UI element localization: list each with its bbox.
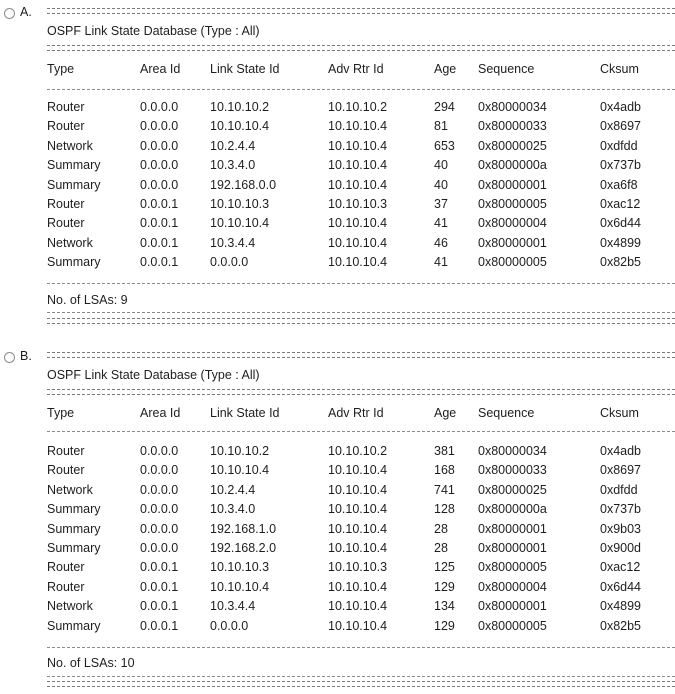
table-row: [0, 578, 675, 597]
cell-type: Router: [47, 560, 85, 575]
cell-area-id: 0.0.0.0: [140, 482, 179, 497]
option-b-label: B.: [20, 349, 32, 363]
cell-cksum: 0x82b5: [600, 618, 642, 633]
cell-link-state-id: 10.3.4.4: [210, 235, 256, 250]
cell-cksum: 0x6d44: [600, 579, 642, 594]
cell-link-state-id: 10.2.4.4: [210, 482, 256, 497]
col-seq-header: Sequence: [478, 62, 535, 76]
double-divider: [47, 681, 675, 687]
col-adv-header: Adv Rtr Id: [328, 62, 384, 76]
cell-cksum: 0xac12: [600, 197, 641, 211]
cell-adv-rtr-id: 10.10.10.4: [328, 119, 388, 134]
cell-cksum: 0x737b: [600, 502, 642, 517]
cell-area-id: 0.0.0.1: [140, 579, 179, 594]
cell-link-state-id: 10.10.10.2: [210, 444, 270, 458]
cell-area-id: 0.0.0.0: [140, 541, 179, 555]
cell-area-id: 0.0.0.1: [140, 197, 179, 211]
cell-age: 81: [434, 119, 448, 134]
cell-type: Summary: [47, 158, 101, 173]
double-divider: [47, 45, 675, 51]
cell-sequence: 0x80000005: [478, 255, 547, 270]
header-row: [0, 60, 675, 79]
cell-adv-rtr-id: 10.10.10.4: [328, 463, 388, 478]
cell-cksum: 0xa6f8: [600, 177, 638, 192]
cell-area-id: 0.0.0.0: [140, 177, 179, 192]
table-row: [0, 520, 675, 539]
cell-link-state-id: 10.10.10.4: [210, 119, 270, 134]
cell-cksum: 0xac12: [600, 560, 641, 575]
table-title: OSPF Link State Database (Type : All): [47, 368, 260, 382]
table-row: [0, 214, 675, 233]
cell-link-state-id: 10.3.4.0: [210, 158, 256, 173]
cell-adv-rtr-id: 10.10.10.4: [328, 521, 388, 536]
cell-link-state-id: 192.168.2.0: [210, 541, 277, 555]
table-row: [0, 117, 675, 136]
col-adv-header: Adv Rtr Id: [328, 406, 384, 420]
cell-adv-rtr-id: 10.10.10.2: [328, 444, 388, 458]
cell-type: Network: [47, 138, 93, 153]
cell-age: 37: [434, 197, 448, 211]
cell-sequence: 0x80000033: [478, 119, 547, 134]
table-title: OSPF Link State Database (Type : All): [47, 24, 260, 38]
cell-type: Network: [47, 235, 93, 250]
cell-cksum: 0x4899: [600, 599, 642, 614]
cell-area-id: 0.0.0.1: [140, 560, 179, 575]
cell-age: 40: [434, 177, 448, 192]
cell-sequence: 0x80000001: [478, 177, 547, 192]
cell-type: Router: [47, 579, 85, 594]
cell-sequence: 0x80000001: [478, 599, 547, 614]
table-row: [0, 156, 675, 175]
cell-sequence: 0x80000001: [478, 541, 547, 555]
cell-link-state-id: 10.10.10.3: [210, 197, 270, 211]
cell-link-state-id: 10.10.10.4: [210, 463, 270, 478]
col-cksum-header: Cksum: [600, 406, 639, 420]
cell-sequence: 0x80000005: [478, 618, 547, 633]
cell-link-state-id: 10.10.10.2: [210, 100, 270, 114]
cell-age: 41: [434, 216, 448, 231]
cell-age: 168: [434, 463, 455, 478]
cell-area-id: 0.0.0.0: [140, 119, 179, 134]
cell-age: 128: [434, 502, 455, 517]
cell-area-id: 0.0.0.0: [140, 100, 179, 114]
cell-adv-rtr-id: 10.10.10.2: [328, 100, 388, 114]
table-row: [0, 461, 675, 480]
cell-age: 125: [434, 560, 455, 575]
cell-age: 129: [434, 618, 455, 633]
cell-area-id: 0.0.0.0: [140, 138, 179, 153]
cell-adv-rtr-id: 10.10.10.4: [328, 235, 388, 250]
cell-sequence: 0x80000004: [478, 579, 547, 594]
single-divider: [47, 89, 675, 90]
cell-cksum: 0x4899: [600, 235, 642, 250]
cell-type: Summary: [47, 618, 101, 633]
cell-area-id: 0.0.0.1: [140, 618, 179, 633]
cell-cksum: 0x8697: [600, 119, 642, 134]
cell-sequence: 0x80000025: [478, 138, 547, 153]
cell-link-state-id: 10.10.10.4: [210, 216, 270, 231]
col-type-header: Type: [47, 406, 75, 420]
cell-area-id: 0.0.0.0: [140, 463, 179, 478]
cell-cksum: 0xdfdd: [600, 138, 638, 153]
cell-area-id: 0.0.0.1: [140, 235, 179, 250]
single-divider: [47, 676, 675, 677]
col-area-header: Area Id: [140, 406, 181, 420]
cell-adv-rtr-id: 10.10.10.4: [328, 177, 388, 192]
option-b-radio[interactable]: [4, 352, 15, 363]
cell-type: Network: [47, 482, 93, 497]
table-row: [0, 253, 675, 272]
cell-sequence: 0x80000034: [478, 444, 547, 458]
table-row: [0, 481, 675, 500]
cell-sequence: 0x80000004: [478, 216, 547, 231]
cell-age: 40: [434, 158, 448, 173]
table-row: [0, 442, 675, 461]
cell-adv-rtr-id: 10.10.10.4: [328, 255, 388, 270]
cell-link-state-id: 10.10.10.4: [210, 579, 270, 594]
double-divider: [47, 8, 675, 14]
lsa-count: No. of LSAs: 10: [47, 656, 135, 670]
cell-adv-rtr-id: 10.10.10.4: [328, 541, 388, 555]
cell-age: 28: [434, 521, 448, 536]
col-age-header: Age: [434, 406, 457, 420]
cell-cksum: 0x4adb: [600, 100, 642, 114]
cell-cksum: 0x82b5: [600, 255, 642, 270]
cell-type: Network: [47, 599, 93, 614]
cell-age: 28: [434, 541, 448, 555]
cell-adv-rtr-id: 10.10.10.4: [328, 138, 388, 153]
cell-area-id: 0.0.0.1: [140, 255, 179, 270]
double-divider: [47, 318, 675, 324]
cell-type: Summary: [47, 541, 101, 555]
cell-cksum: 0x9b03: [600, 521, 642, 536]
cell-age: 381: [434, 444, 455, 458]
cell-cksum: 0xdfdd: [600, 482, 638, 497]
cell-link-state-id: 0.0.0.0: [210, 618, 249, 633]
double-divider: [47, 352, 675, 358]
cell-adv-rtr-id: 10.10.10.4: [328, 482, 388, 497]
single-divider: [47, 312, 675, 313]
cell-type: Router: [47, 197, 85, 211]
cell-type: Router: [47, 100, 85, 114]
table-row: [0, 539, 675, 558]
header-row: [0, 404, 675, 423]
table-row: [0, 558, 675, 577]
cell-adv-rtr-id: 10.10.10.4: [328, 158, 388, 173]
cell-cksum: 0x4adb: [600, 444, 642, 458]
col-age-header: Age: [434, 62, 457, 76]
lsa-count: No. of LSAs: 9: [47, 293, 128, 307]
cell-type: Router: [47, 216, 85, 231]
single-divider: [47, 431, 675, 432]
option-a-label: A.: [20, 5, 32, 19]
cell-link-state-id: 10.2.4.4: [210, 138, 256, 153]
table-row: [0, 234, 675, 253]
cell-sequence: 0x80000001: [478, 521, 547, 536]
cell-type: Summary: [47, 502, 101, 517]
cell-sequence: 0x8000000a: [478, 502, 547, 517]
table-row: [0, 617, 675, 636]
cell-area-id: 0.0.0.0: [140, 158, 179, 173]
cell-sequence: 0x80000005: [478, 197, 547, 211]
double-divider: [47, 389, 675, 395]
cell-type: Router: [47, 119, 85, 134]
option-a-radio[interactable]: [4, 8, 15, 19]
table-row: [0, 500, 675, 519]
col-seq-header: Sequence: [478, 406, 535, 420]
cell-cksum: 0x8697: [600, 463, 642, 478]
cell-link-state-id: 10.10.10.3: [210, 560, 270, 575]
cell-age: 129: [434, 579, 455, 594]
cell-sequence: 0x80000001: [478, 235, 547, 250]
col-area-header: Area Id: [140, 62, 181, 76]
cell-cksum: 0x6d44: [600, 216, 642, 231]
cell-adv-rtr-id: 10.10.10.4: [328, 618, 388, 633]
cell-sequence: 0x8000000a: [478, 158, 547, 173]
col-lsid-header: Link State Id: [210, 406, 280, 420]
cell-adv-rtr-id: 10.10.10.3: [328, 197, 388, 211]
cell-link-state-id: 192.168.0.0: [210, 177, 277, 192]
cell-area-id: 0.0.0.1: [140, 599, 179, 614]
table-row: [0, 597, 675, 616]
cell-age: 653: [434, 138, 455, 153]
cell-link-state-id: 10.3.4.0: [210, 502, 256, 517]
table-row: [0, 137, 675, 156]
cell-age: 134: [434, 599, 455, 614]
table-row: [0, 98, 675, 117]
single-divider: [47, 647, 675, 648]
cell-age: 41: [434, 255, 448, 270]
cell-link-state-id: 10.3.4.4: [210, 599, 256, 614]
cell-area-id: 0.0.0.1: [140, 216, 179, 231]
cell-link-state-id: 192.168.1.0: [210, 521, 277, 536]
cell-adv-rtr-id: 10.10.10.4: [328, 599, 388, 614]
cell-area-id: 0.0.0.0: [140, 521, 179, 536]
cell-link-state-id: 0.0.0.0: [210, 255, 249, 270]
cell-type: Summary: [47, 255, 101, 270]
single-divider: [47, 283, 675, 284]
cell-type: Router: [47, 444, 85, 458]
cell-adv-rtr-id: 10.10.10.4: [328, 579, 388, 594]
cell-sequence: 0x80000005: [478, 560, 547, 575]
table-row: [0, 176, 675, 195]
cell-cksum: 0x737b: [600, 158, 642, 173]
table-row: [0, 195, 675, 214]
cell-age: 294: [434, 100, 455, 114]
cell-adv-rtr-id: 10.10.10.4: [328, 502, 388, 517]
cell-area-id: 0.0.0.0: [140, 502, 179, 517]
col-lsid-header: Link State Id: [210, 62, 280, 76]
cell-type: Summary: [47, 177, 101, 192]
cell-sequence: 0x80000033: [478, 463, 547, 478]
cell-sequence: 0x80000025: [478, 482, 547, 497]
cell-area-id: 0.0.0.0: [140, 444, 179, 458]
cell-type: Summary: [47, 521, 101, 536]
cell-age: 46: [434, 235, 448, 250]
cell-sequence: 0x80000034: [478, 100, 547, 114]
cell-adv-rtr-id: 10.10.10.4: [328, 216, 388, 231]
cell-cksum: 0x900d: [600, 541, 642, 555]
col-cksum-header: Cksum: [600, 62, 639, 76]
cell-type: Router: [47, 463, 85, 478]
cell-age: 741: [434, 482, 455, 497]
cell-adv-rtr-id: 10.10.10.3: [328, 560, 388, 575]
col-type-header: Type: [47, 62, 75, 76]
